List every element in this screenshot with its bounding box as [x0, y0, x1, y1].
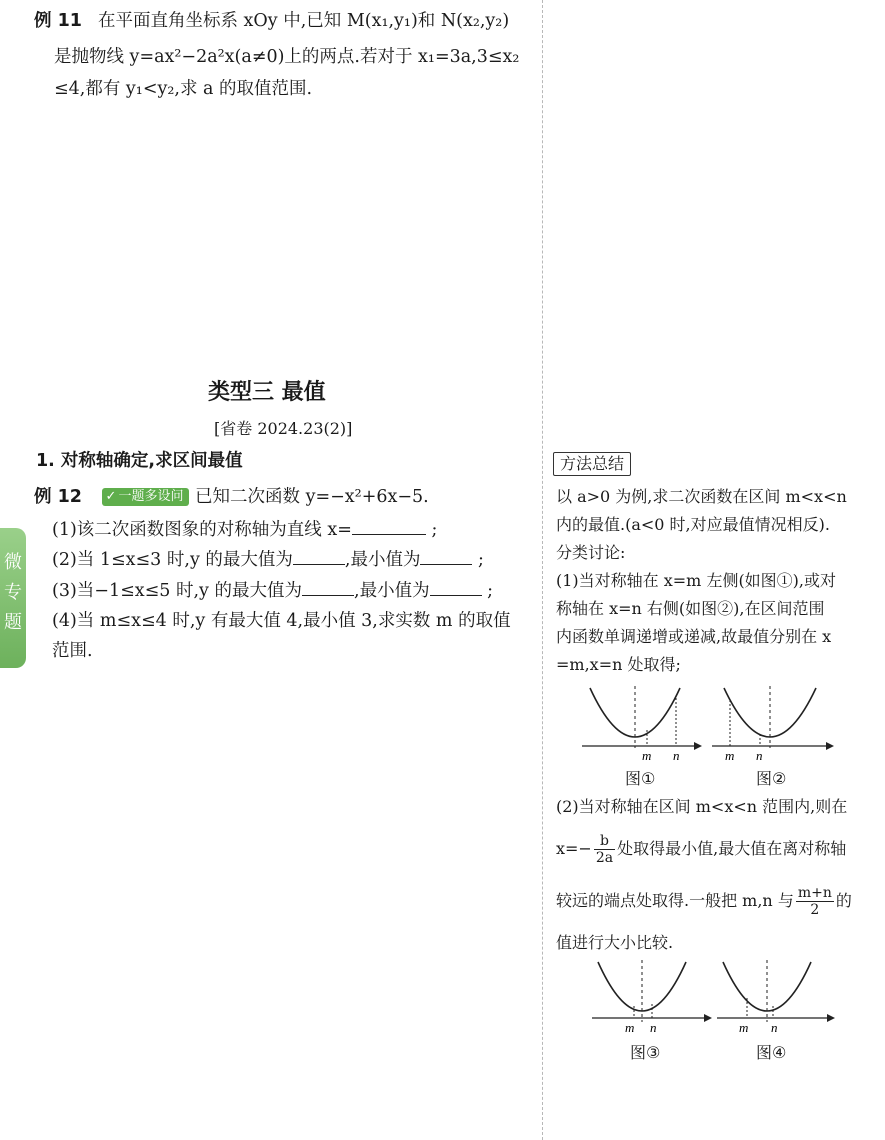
- side-tab-char-1: 微: [4, 552, 22, 573]
- figure-3-caption: 图③: [630, 1043, 661, 1062]
- example-11-label: 例 11: [34, 11, 82, 31]
- method-p7: =m,x=n 处取得;: [556, 655, 681, 674]
- question-1: [52, 516, 437, 543]
- figure-4-label-n: n: [771, 1020, 778, 1035]
- method-p1: 以 a>0 为例,求二次函数在区间 m<x<n: [556, 487, 847, 506]
- example-11-line-3: ≤4,都有 y₁<y₂,求 a 的取值范围.: [54, 79, 313, 99]
- method-p9-prefix: x=−: [556, 839, 592, 858]
- method-summary-title: [553, 452, 631, 476]
- question-1-end: ;: [431, 520, 438, 540]
- question-2-end: ;: [478, 550, 484, 570]
- figure-3-label-m: m: [625, 1020, 635, 1035]
- section-source: [省卷 2024.23(2)]: [214, 419, 353, 438]
- figure-1-caption: 图①: [625, 769, 656, 788]
- example-12-stem: 已知二次函数 y=−x²+6x−5.: [195, 487, 429, 507]
- method-p6: 内函数单调递增或递减,故最值分别在 x: [556, 627, 832, 646]
- question-3-text-b: ,最小值为: [354, 581, 430, 601]
- fraction-midpoint-denominator: 2: [810, 902, 820, 918]
- multi-question-tag: [102, 488, 190, 506]
- question-4-line-2: 范围.: [52, 641, 93, 661]
- question-3: [52, 577, 493, 604]
- figure-3-graph: [590, 960, 714, 1036]
- method-p9: [556, 832, 846, 866]
- answer-blank-3-min[interactable]: [430, 577, 482, 596]
- example-11-line-1: 在平面直角坐标系 xOy 中,已知 M(x₁,y₁)和 N(x₂,y₂): [98, 11, 510, 31]
- method-p5: 称轴在 x=n 右侧(如图②),在区间范围: [556, 599, 825, 618]
- figure-3-label-n: n: [650, 1020, 657, 1035]
- figure-1-label-m: m: [642, 748, 652, 762]
- answer-blank-2-max[interactable]: [293, 546, 345, 565]
- answer-blank-2-min[interactable]: [420, 546, 472, 565]
- question-3-end: ;: [487, 581, 494, 601]
- method-p8: (2)当对称轴在区间 m<x<n 范围内,则在: [556, 797, 848, 816]
- fraction-b-numerator: b: [594, 833, 615, 850]
- answer-blank-3-max[interactable]: [302, 577, 354, 596]
- fraction-midpoint-numerator: m+n: [797, 885, 832, 901]
- question-2: [52, 546, 484, 573]
- method-p10-prefix: 较远的端点处取得.一般把 m,n 与: [556, 891, 794, 910]
- multi-question-tag-label: 一题多设问: [118, 489, 184, 504]
- fraction-b-over-2a: [594, 833, 615, 866]
- section-title: 类型三 最值: [208, 380, 326, 405]
- method-p9-suffix: 处取得最小值,最大值在离对称轴: [617, 839, 847, 858]
- side-tab-micro-topic: [0, 528, 26, 668]
- method-summary-title-text: 方法总结: [553, 452, 631, 476]
- figure-2-graph: [710, 686, 838, 762]
- method-p4: (1)当对称轴在 x=m 左侧(如图①),或对: [556, 571, 837, 590]
- figure-4-label-m: m: [739, 1020, 749, 1035]
- column-divider: [542, 0, 543, 1140]
- example-12-header: [34, 484, 429, 510]
- figure-1-graph: [580, 686, 704, 762]
- question-3-text-a: (3)当−1≤x≤5 时,y 的最大值为: [52, 581, 302, 601]
- question-2-text-a: (2)当 1≤x≤3 时,y 的最大值为: [52, 550, 293, 570]
- figure-4-graph: [715, 960, 839, 1036]
- check-icon: ✓: [105, 489, 117, 504]
- side-tab-char-2: 专: [4, 582, 22, 603]
- method-p2: 内的最值.(a<0 时,对应最值情况相反).: [556, 515, 830, 534]
- side-tab-char-3: 题: [4, 612, 22, 633]
- figure-2-label-n: n: [756, 748, 763, 762]
- figure-2-label-m: m: [725, 748, 735, 762]
- question-4-line-1: (4)当 m≤x≤4 时,y 有最大值 4,最小值 3,求实数 m 的取值: [52, 611, 511, 631]
- figure-2-caption: 图②: [756, 769, 787, 788]
- example-11-line-2: 是抛物线 y=ax²−2a²x(a≠0)上的两点.若对于 x₁=3a,3≤x₂: [54, 47, 520, 67]
- method-p11: 值进行大小比较.: [556, 933, 674, 952]
- figure-1-label-n: n: [673, 748, 680, 762]
- answer-blank-1[interactable]: [352, 516, 426, 535]
- example-12-label: 例 12: [34, 487, 82, 507]
- question-1-text: (1)该二次函数图象的对称轴为直线 x=: [52, 520, 352, 540]
- method-p10: [556, 884, 852, 918]
- fraction-b-denominator: 2a: [595, 850, 614, 866]
- question-2-text-b: ,最小值为: [344, 550, 421, 570]
- fraction-midpoint: [796, 885, 834, 918]
- method-p10-suffix: 的: [835, 891, 852, 910]
- method-p3: 分类讨论:: [556, 543, 626, 562]
- subsection-heading: 1. 对称轴确定,求区间最值: [36, 451, 243, 471]
- figure-4-caption: 图④: [756, 1043, 787, 1062]
